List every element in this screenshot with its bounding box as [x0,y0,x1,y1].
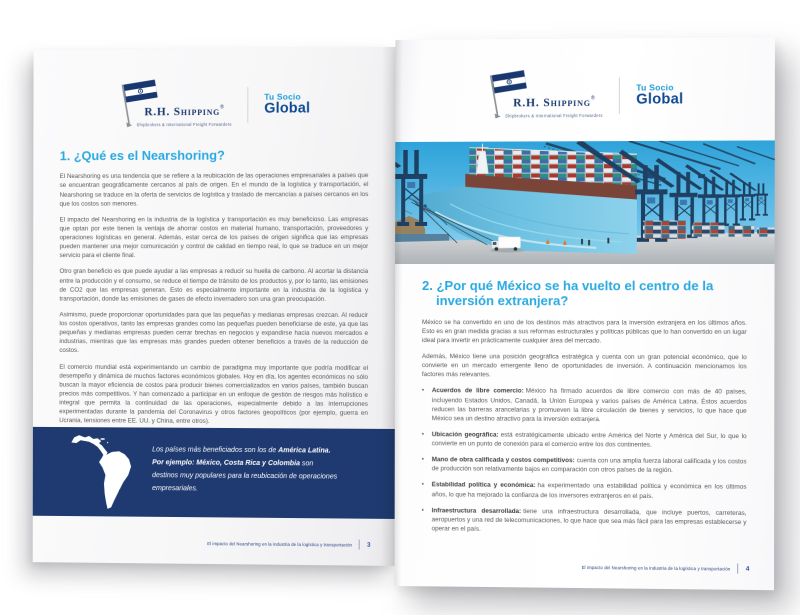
bullet-lead: Mano de obra calificada y costos competitivos: [431,456,575,465]
flag-icon [115,78,160,128]
bullet-text: México ha firmado acuerdos de libre comercio con más de 40 países, incluyendo Estados Unidos, Canadá, la Unión Europea y varios países de América Latina. Éstos acuerdos reducen las barreras arancelarias y promueven la libre circulación de bienes y servicios, lo que hace que México sea un destino atractivo para la inversión extranjera. [431,387,747,423]
bullet-item [422,481,747,502]
bullet-item [422,387,747,425]
callout-segment: son destinos muy populares para la reubicación de operaciones empresariales. [152,459,338,493]
footer-divider [738,564,739,574]
bullet-item [422,430,747,450]
bullet-marker-icon: • [421,481,424,489]
right-page-content [395,278,775,537]
registered-mark: ® [590,95,595,102]
callout-segment-bold: América Latina. Por ejemplo: México, Costa Rica y Colombia [152,446,331,468]
bullet-item [422,455,747,476]
bullet-text: ha experimentado una estabilidad política y económica en los últimos años, lo que ha mejorado la confianza de los inversores extranjeros en el país. [431,482,747,500]
left-page-content [33,147,395,427]
tu-socio-label: Tu Socio [264,91,301,102]
bullet-marker-icon: • [421,387,425,395]
brand-lockup [117,84,232,127]
tu-socio-label: Tu Socio [636,82,674,93]
bullet-text: está estratégicamente ubicado entre América del Norte y América del Sur, lo que lo convierte en un punto de conexión para el comercio entre los dos continentes. [431,431,747,449]
paragraph: Asimismo, puede proporcionar oportunidades para que las pequeñas y medianas empresas crezcan. Al reducir los costos operativos, tanto las empresas grandes como las pequeñas pueden beneficiarse de este, ya que las pequeñas y medianas empresas pueden cerrar brechas en negocios y expandirse hacia nuevos mercados e industrias, mientras que las empresas más grandes pueden obtener beneficios a través de la reducción de costos. [59,311,369,355]
global-label: Global [636,91,684,108]
paragraph: Además, México tiene una posición geográfica estratégica y cuenta con un gran potencial económico, que lo convierte en un mercado emergente lleno de oportunidades de inversión. A continuación mencionamos los factores más relevantes. [421,353,747,379]
partner-tagline [636,83,683,108]
page-footer [207,538,370,550]
brand-tagline: Shipbrokers & International Freight Forwarders [505,112,603,118]
bullet-marker-icon: • [421,506,424,514]
paragraph: Otro gran beneficio es que puede ayudar a las empresas a reducir su huella de carbono. Al acortar la distancia entre la producción y el consumo, se reduce el tiempo de tránsito de los productos y, por lo tanto, las emisiones de CO2 que las empresas generan. Esto es especialmente importante en la industria de la logística y transportación, donde las emisiones de gases de efecto invernadero son una gran preocupación. [59,268,369,303]
page-footer [582,562,750,574]
logo-divider [247,87,248,123]
paragraph: El Nearshoring es una tendencia que se refiere a la reubicación de las operaciones empresariales a países que se encuentran geográficamente cercanos al país de origen. En el mundo de la logística y transportación, el Nearshoring se traduce en la oferta de servicios de logística y traslado de mercancías a países cercanos en los que los costos son menores. [59,172,369,208]
bullet-item [422,506,747,536]
brand-tagline: Shipbrokers & International Freight Forwarders [136,121,232,127]
bullet-lead: Estabilidad política y económica: [431,481,536,490]
page-number: 4 [745,565,750,573]
page-left [33,47,396,566]
brand-name: R.H. Shipping [513,96,591,109]
registered-mark: ® [220,104,224,111]
section-2-title: 2. ¿Por qué México se ha vuelto el centro de la inversión extranjera? [422,278,714,309]
section-1-title: 1. ¿Qué es el Nearshoring? [59,147,225,164]
partner-tagline [264,92,310,116]
global-label: Global [264,100,311,117]
latin-america-map-icon [58,433,144,513]
callout-segment: Los países más beneficiados son los de [152,445,279,455]
brand-logo [33,75,395,135]
latam-callout [33,427,395,519]
flag-icon [483,69,529,119]
paragraph: El impacto del Nearshoring en la industria de la logística y transportación es muy beneficioso. Las empresas que optan por este tienen la ventaja de ahorrar costos en material humano, transportación, proveedores y operaciones logísticas en general. Además, estar cerca de los países de origen significa que las empresas pueden mantener una mejor comunicación y control de calidad en tiempo real, lo que se traduce en un mejor servicio para el cliente final. [59,215,369,260]
footer-caption: El impacto del Nearshoring en la industria de la logística y transportación [581,564,731,572]
bullet-marker-icon: • [421,431,425,439]
footer-caption: El impacto del Nearshoring en la industria de la logística y transportación [207,540,353,548]
open-brochure [33,37,775,590]
logo-divider [619,78,620,114]
brand-name: R.H. Shipping [144,105,221,118]
footer-divider [359,540,360,550]
port-photo [395,140,775,264]
bullet-text: cuenta con una amplia fuerza laboral calificada y los costos de producción son relativamente bajos en comparación con otros países de la región. [431,457,747,475]
paragraph: México se ha convertido en uno de los destinos más atractivos para la inversión extranjera en los últimos años. Esto es en gran medida gracias a sus reformas estructurales y políticas públicas que lo han convertido en un lugar ideal para invertir en prácticamente cualquier área del mercado. [421,318,747,345]
bullet-lead: Acuerdos de libre comercio: [431,387,524,395]
bullet-lead: Ubicación geográfica: [431,431,499,439]
bullet-marker-icon: • [421,456,424,464]
bullet-lead: Infraestructura desarrollada: [431,506,522,515]
bullet-text: tiene una infraestructura desarrollada, que incluye puertos, carreteras, aeropuertos y una red de telecomunicaciones, lo que hace que sea más fácil para las empresas establecerse y operar en el país. [431,507,747,533]
brand-logo [395,65,775,126]
page-number: 3 [367,541,371,549]
paragraph: El comercio mundial está experimentando un cambio de paradigma muy importante que podría modificar el desempeño y dinámica de muchos factores económicos globales. Hoy en día, los agentes económicos no sólo buscan la mayor eficiencia de costos para producir bienes comercializados en varios países, también buscan precios más competitivos. Y han comenzado a participar en un enfoque de gestión de riesgos más holístico e integral que permita la continuidad de las operaciones, especialmente debido a las interrupciones experimentadas durante la pandemia del Coronavirus y otros factores geopolíticos (por ejemplo, guerra en Ucrania, tensiones entre EE. UU. y China, entre otros). [59,363,368,426]
callout-text [152,443,338,497]
page-right [395,37,775,590]
brand-lockup [485,74,603,118]
